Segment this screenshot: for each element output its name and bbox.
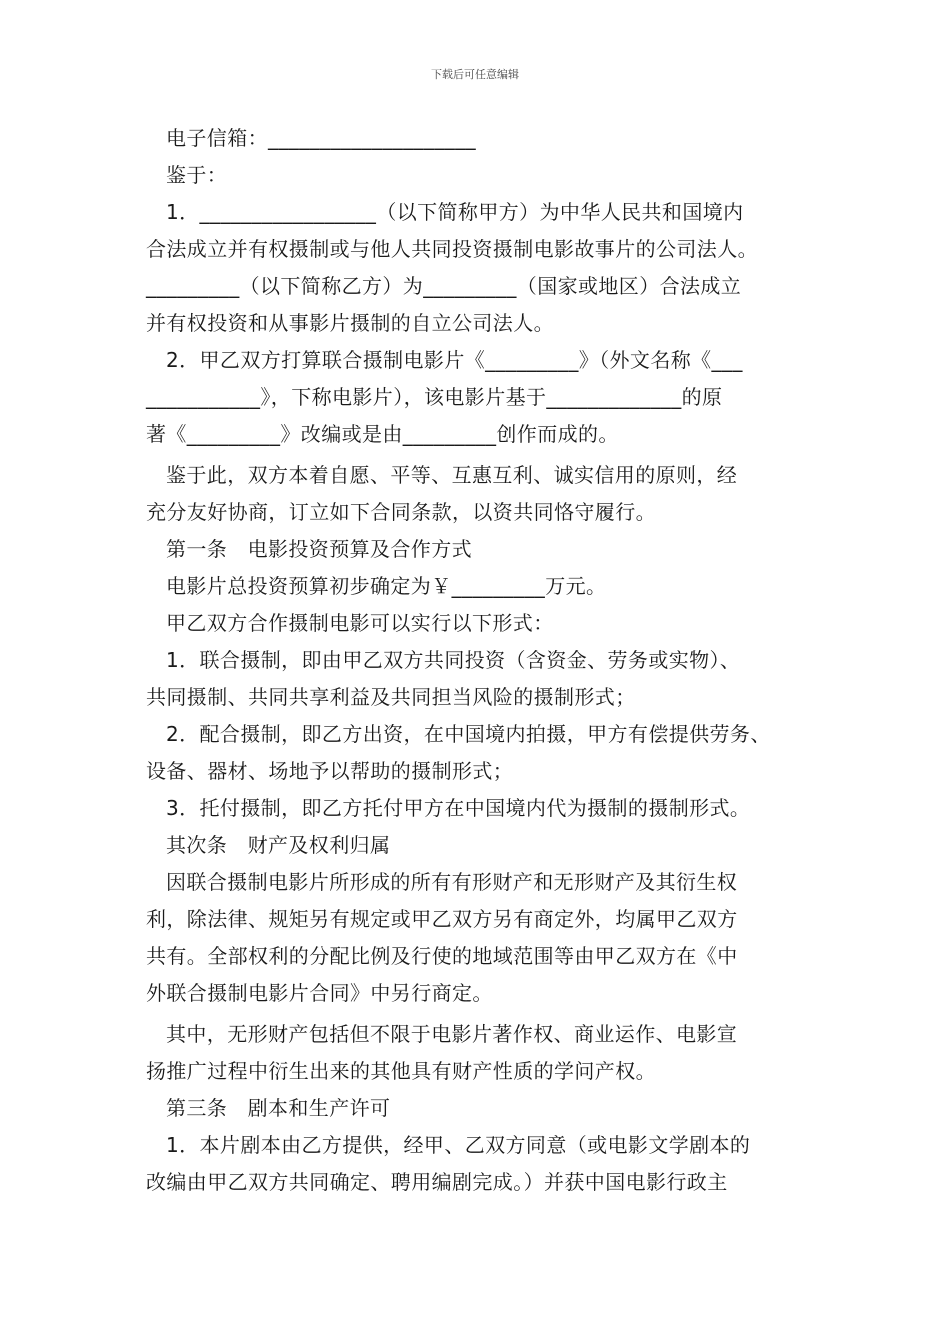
text-line: 第三条 剧本和生产许可 [166, 1096, 391, 1120]
text-line: 电影片总投资预算初步确定为￥_________万元。 [166, 574, 607, 598]
text-line: 电子信箱：____________________ [166, 126, 476, 150]
text-line: 鉴于： [166, 163, 228, 187]
text-line: 因联合摄制电影片所形成的所有有形财产和无形财产及其衍生权 [166, 870, 738, 894]
text-line: 利，除法律、规矩另有规定或甲乙双方另有商定外，均属甲乙双方 [146, 907, 738, 931]
text-line: 2．配合摄制，即乙方出资，在中国境内拍摄，甲方有偿提供劳务、 [166, 722, 771, 746]
text-line: 设备、器材、场地予以帮助的摄制形式； [146, 759, 514, 783]
text-line: 其次条 财产及权利归属 [166, 833, 391, 857]
text-line: 第一条 电影投资预算及合作方式 [166, 537, 472, 561]
text-line: 扬推广过程中衍生出来的其他具有财产性质的学问产权。 [146, 1059, 656, 1083]
text-line: ___________》，下称电影片），该电影片基于_____________的原 [146, 385, 723, 409]
document-body [146, 120, 826, 1201]
text-line: 合法成立并有权摄制或与他人共同投资摄制电影故事片的公司法人。 [146, 237, 758, 261]
text-line: _________（以下简称乙方）为_________（国家或地区）合法成立 [146, 274, 742, 298]
text-line: 外联合摄制电影片合同》中另行商定。 [146, 981, 493, 1005]
text-line: 其中，无形财产包括但不限于电影片著作权、商业运作、电影宣 [166, 1022, 738, 1046]
text-line: 甲乙双方合作摄制电影可以实行以下形式： [166, 611, 554, 635]
text-line: 1．联合摄制，即由甲乙双方共同投资（含资金、劳务或实物）、 [166, 648, 741, 672]
text-line: 1．_________________（以下简称甲方）为中华人民共和国境内 [166, 200, 744, 224]
text-line: 共有。全部权利的分配比例及行使的地域范围等由甲乙双方在《中 [146, 944, 738, 968]
text-line: 1．本片剧本由乙方提供，经甲、乙双方同意（或电影文学剧本的 [166, 1133, 751, 1157]
text-line: 并有权投资和从事影片摄制的自立公司法人。 [146, 311, 554, 335]
text-line: 3．托付摄制，即乙方托付甲方在中国境内代为摄制的摄制形式。 [166, 796, 751, 820]
text-line: 改编由甲乙双方共同确定、聘用编剧完成。）并获中国电影行政主 [146, 1170, 728, 1194]
text-line: 著《_________》改编或是由_________创作而成的。 [146, 422, 619, 446]
text-line: 共同摄制、共同共享利益及共同担当风险的摄制形式； [146, 685, 636, 709]
text-line: 2．甲乙双方打算联合摄制电影片《_________》（外文名称《___ [166, 348, 743, 372]
text-line: 充分友好协商，订立如下合同条款，以资共同恪守履行。 [146, 500, 656, 524]
page-header: 下载后可任意编辑 [431, 68, 519, 81]
text-line: 鉴于此，双方本着自愿、平等、互惠互利、诚实信用的原则，经 [166, 463, 738, 487]
